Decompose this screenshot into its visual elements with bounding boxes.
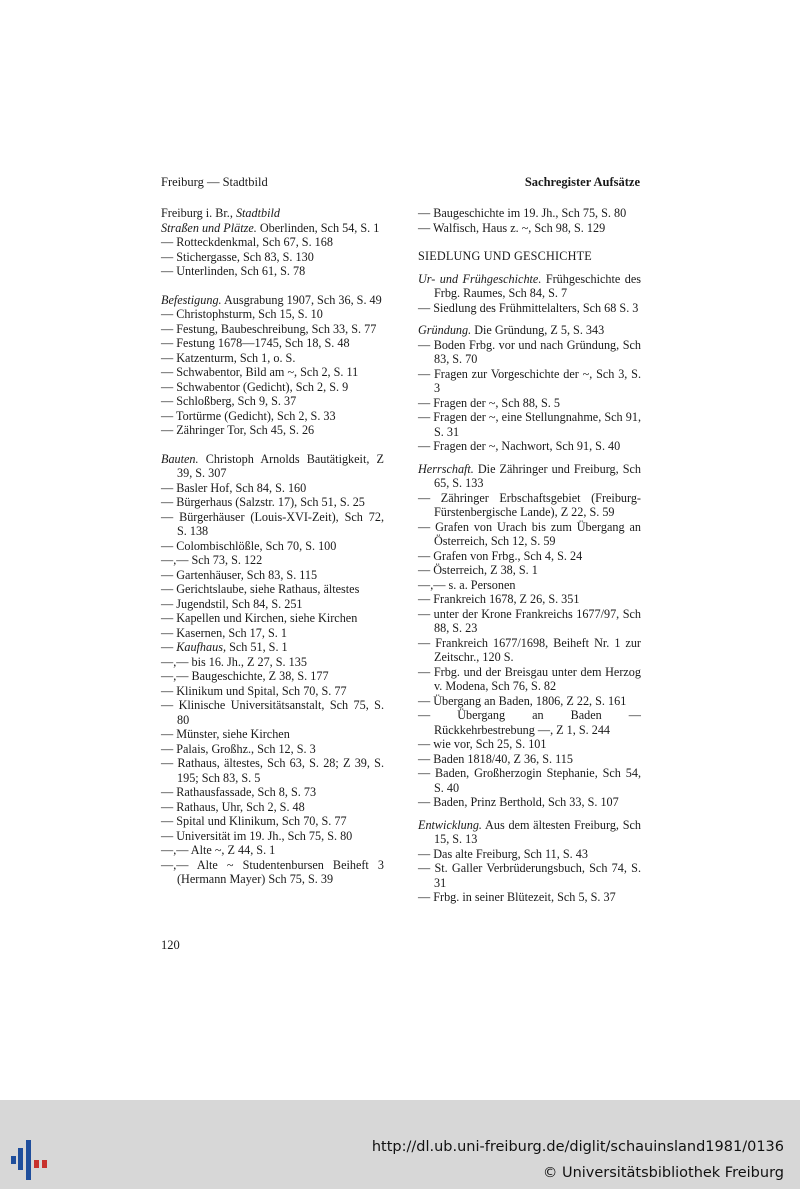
index-entry (418, 766, 641, 795)
index-entry (161, 510, 384, 539)
index-column-right (418, 206, 641, 905)
index-entry (161, 756, 384, 785)
index-entry (161, 481, 384, 496)
index-entry (161, 452, 384, 481)
entry-keyword: Entwicklung. (418, 817, 482, 832)
index-entry (418, 665, 641, 694)
entry-text: — Festung, Baubeschreibung, Sch 33, S. 77 (161, 321, 377, 336)
index-entry (161, 597, 384, 612)
index-entry (161, 814, 384, 829)
entry-text: — Zähringer Erbschaftsgebiet (Freiburg-Fürstenbergische Lande), Z 22, S. 59 (418, 490, 641, 519)
index-entry (418, 206, 641, 221)
index-entry (161, 264, 384, 279)
entry-text: — Baden, Prinz Berthold, Sch 33, S. 107 (418, 795, 619, 809)
entry-text: — Basler Hof, Sch 84, S. 160 (161, 480, 307, 495)
entry-text: Frühgeschichte des Frbg. Raumes, Sch 84, S. 7 (434, 271, 641, 300)
entry-text: — Rathaus, ältestes, Sch 63, S. 28; Z 39, S. 195; Sch 83, S. 5 (161, 756, 384, 785)
copyright-text: © Universitätsbibliothek Freiburg (542, 1165, 784, 1181)
spacer (418, 315, 641, 323)
index-entry (418, 221, 641, 236)
index-entry (418, 861, 641, 890)
index-entry (161, 858, 384, 887)
entry-text: — Schloßberg, Sch 9, S. 37 (161, 394, 297, 408)
entry-text: — Universität im 19. Jh., Sch 75, S. 80 (161, 828, 353, 843)
entry-text: — Unterlinden, Sch 61, S. 78 (161, 264, 306, 278)
spacer (418, 454, 641, 462)
index-column-left (161, 206, 384, 887)
entry-text: —,— Alte ~, Z 44, S. 1 (161, 843, 276, 857)
index-entry (418, 396, 641, 411)
entry-text: — Frankreich 1677/1698, Beiheft Nr. 1 zur Zeitschr., 120 S. (418, 635, 641, 664)
entry-text: — Baden 1818/40, Z 36, S. 115 (418, 751, 573, 766)
entry-keyword: Gründung. (418, 323, 472, 337)
running-header-right: Sachregister Aufsätze (524, 175, 640, 189)
index-entry (161, 365, 384, 380)
entry-text: — Frbg. und der Breisgau unter dem Herzog v. Modena, Sch 76, S. 82 (418, 664, 641, 693)
entry-text: — Colombischlößle, Sch 70, S. 100 (161, 538, 337, 553)
index-entry (418, 549, 641, 564)
index-entry (161, 221, 384, 236)
entry-text: SIEDLUNG UND GESCHICHTE (418, 249, 592, 263)
entry-text: — Gerichtslaube, siehe Rathaus, ältestes (161, 582, 360, 596)
index-entry (418, 462, 641, 491)
index-entry (161, 582, 384, 597)
index-entry (418, 367, 641, 396)
entry-text: — Baden, Großherzogin Stephanie, Sch 54, S. 40 (418, 766, 641, 795)
index-entry (418, 563, 641, 578)
entry-keyword: Befestigung. (161, 292, 222, 307)
entry-text: — Katzenturm, Sch 1, o. S. (161, 350, 296, 365)
entry-text: — Rathausfassade, Sch 8, S. 73 (161, 785, 317, 799)
index-entry (161, 626, 384, 641)
index-entry (161, 553, 384, 568)
entry-text: — Österreich, Z 38, S. 1 (418, 563, 538, 577)
entry-text: — Grafen von Urach bis zum Übergang an Österreich, Sch 12, S. 59 (418, 519, 641, 548)
entry-keyword: Herrschaft. (418, 461, 474, 476)
entry-text: — Übergang an Baden — Rückkehrbestrebung —, Z 1, S. 244 (418, 708, 641, 737)
index-entry (161, 322, 384, 337)
index-entry (161, 843, 384, 858)
entry-keyword: Ur- und Frühgeschichte. (418, 271, 542, 286)
entry-text: — Schwabentor, Bild am ~, Sch 2, S. 11 (161, 365, 359, 379)
entry-text: — Übergang an Baden, 1806, Z 22, S. 161 (418, 693, 627, 708)
entry-text: — Baugeschichte im 19. Jh., Sch 75, S. 80 (418, 206, 627, 220)
entry-text: — Rotteckdenkmal, Sch 67, S. 168 (161, 235, 333, 249)
index-entry (418, 890, 641, 905)
spacer (418, 810, 641, 818)
entry-text: Aus dem ältesten Freiburg, Sch 15, S. 13 (434, 817, 641, 846)
entry-text: Ausgrabung 1907, Sch 36, S. 49 (221, 292, 382, 307)
entry-text: — Frankreich 1678, Z 26, S. 351 (418, 592, 580, 606)
index-entry (161, 394, 384, 409)
page-number: 120 (161, 938, 180, 952)
running-header-left: Freiburg — Stadtbild (161, 175, 268, 189)
entry-text: — Klinische Universitätsanstalt, Sch 75, S. 80 (161, 698, 384, 727)
source-url-link[interactable]: http://dl.ub.uni-freiburg.de/diglit/schauinsland1981/0136 (371, 1139, 784, 1155)
index-entry (161, 640, 384, 655)
index-entry (161, 698, 384, 727)
spacer (418, 235, 641, 249)
index-entry (161, 336, 384, 351)
index-entry (418, 410, 641, 439)
index-entry (161, 206, 384, 221)
index-entry (418, 818, 641, 847)
entry-text: — Walfisch, Haus z. ~, Sch 98, S. 129 (418, 220, 606, 235)
index-entry (161, 380, 384, 395)
entry-text: Freiburg i. Br., (161, 206, 236, 220)
index-entry (418, 439, 641, 454)
entry-text: — Christophsturm, Sch 15, S. 10 (161, 307, 323, 321)
entry-text: — Grafen von Frbg., Sch 4, S. 24 (418, 548, 583, 563)
index-entry (418, 520, 641, 549)
spacer (418, 264, 641, 272)
index-entry (161, 293, 384, 308)
index-entry (161, 250, 384, 265)
entry-text: — Festung 1678—1745, Sch 18, S. 48 (161, 336, 350, 350)
entry-keyword: Bauten. (161, 451, 199, 466)
spacer (161, 279, 384, 293)
entry-text: — Frbg. in seiner Blütezeit, Sch 5, S. 37 (418, 890, 616, 904)
entry-text: Die Zähringer und Freiburg, Sch 65, S. 133 (434, 461, 641, 490)
index-entry (418, 708, 641, 737)
entry-text: — Fragen zur Vorgeschichte der ~, Sch 3, S. 3 (418, 366, 641, 395)
entry-text: — Boden Frbg. vor und nach Gründung, Sch 83, S. 70 (418, 337, 641, 366)
index-entry (418, 301, 641, 316)
index-entry (161, 409, 384, 424)
entry-text: — Das alte Freiburg, Sch 11, S. 43 (418, 846, 588, 861)
entry-text: —,— Sch 73, S. 122 (161, 553, 263, 567)
index-entry (161, 800, 384, 815)
entry-text: — Palais, Großhz., Sch 12, S. 3 (161, 741, 316, 756)
entry-text: — unter der Krone Frankreichs 1677/97, Sch 88, S. 23 (418, 606, 641, 635)
index-entry (161, 655, 384, 670)
entry-text: — Rathaus, Uhr, Sch 2, S. 48 (161, 799, 305, 814)
entry-text: —,— bis 16. Jh., Z 27, S. 135 (161, 654, 307, 669)
index-entry (161, 669, 384, 684)
entry-text: Oberlinden, Sch 54, S. 1 (256, 220, 380, 235)
index-entry (418, 272, 641, 301)
entry-text: —,— s. a. Personen (418, 577, 516, 592)
entry-text: Christoph Arnolds Bautätigkeit, Z 39, S. 307 (177, 451, 384, 480)
index-entry (418, 694, 641, 709)
index-entry (161, 611, 384, 626)
entry-text: — Fragen der ~, Sch 88, S. 5 (418, 395, 560, 410)
entry-text: — (161, 640, 177, 654)
index-entry (418, 491, 641, 520)
index-entry (161, 307, 384, 322)
index-entry (418, 752, 641, 767)
entry-text: — Siedlung des Frühmittelalters, Sch 68 S. 3 (418, 300, 639, 315)
index-entry (418, 795, 641, 810)
index-entry (418, 607, 641, 636)
entry-text: Sch 51, S. 1 (226, 640, 288, 654)
entry-text: — Gartenhäuser, Sch 83, S. 115 (161, 567, 318, 582)
entry-text: — Kasernen, Sch 17, S. 1 (161, 625, 287, 640)
entry-text: — Zähringer Tor, Sch 45, S. 26 (161, 423, 315, 437)
entry-text: — Bürgerhaus (Salzstr. 17), Sch 51, S. 25 (161, 495, 365, 509)
index-entry (161, 235, 384, 250)
index-entry (161, 423, 384, 438)
entry-keyword: Stadtbild (235, 206, 280, 220)
entry-text: — Kapellen und Kirchen, siehe Kirchen (161, 611, 358, 625)
entry-text: — Fragen der ~, eine Stellungnahme, Sch 91, S. 31 (418, 410, 641, 439)
entry-text: Die Gründung, Z 5, S. 343 (471, 323, 605, 337)
index-entry (161, 727, 384, 742)
index-entry (418, 592, 641, 607)
entry-text: — Münster, siehe Kirchen (161, 727, 290, 741)
index-entry (161, 351, 384, 366)
index-entry (418, 636, 641, 665)
index-entry (161, 495, 384, 510)
library-logo-icon (8, 1140, 52, 1180)
index-entry (418, 338, 641, 367)
entry-text: — Fragen der ~, Nachwort, Sch 91, S. 40 (418, 439, 621, 453)
entry-text: — Tortürme (Gedicht), Sch 2, S. 33 (161, 408, 336, 423)
entry-text: — Stichergasse, Sch 83, S. 130 (161, 249, 314, 264)
index-entry (161, 568, 384, 583)
index-entry (161, 742, 384, 757)
entry-text: — Jugendstil, Sch 84, S. 251 (161, 596, 303, 611)
entry-keyword: Kaufhaus, (176, 640, 227, 654)
entry-text: — wie vor, Sch 25, S. 101 (418, 737, 547, 751)
section-heading (418, 249, 641, 264)
index-entry (418, 737, 641, 752)
entry-text: — Spital und Klinikum, Sch 70, S. 77 (161, 814, 347, 828)
entry-text: — St. Galler Verbrüderungsbuch, Sch 74, S. 31 (418, 861, 641, 890)
entry-text: — Schwabentor (Gedicht), Sch 2, S. 9 (161, 379, 349, 394)
entry-text: —,— Alte ~ Studentenbursen Beiheft 3 (Hermann Mayer) Sch 75, S. 39 (161, 857, 384, 886)
spacer (161, 438, 384, 452)
index-entry (161, 684, 384, 699)
index-entry (161, 829, 384, 844)
index-entry (418, 847, 641, 862)
index-entry (418, 323, 641, 338)
entry-keyword: Straßen und Plätze. (161, 220, 257, 235)
entry-text: —,— Baugeschichte, Z 38, S. 177 (161, 669, 329, 683)
index-entry (418, 578, 641, 593)
index-entry (161, 539, 384, 554)
index-entry (161, 785, 384, 800)
entry-text: — Klinikum und Spital, Sch 70, S. 77 (161, 683, 347, 698)
entry-text: — Bürgerhäuser (Louis-XVI-Zeit), Sch 72, S. 138 (161, 509, 384, 538)
